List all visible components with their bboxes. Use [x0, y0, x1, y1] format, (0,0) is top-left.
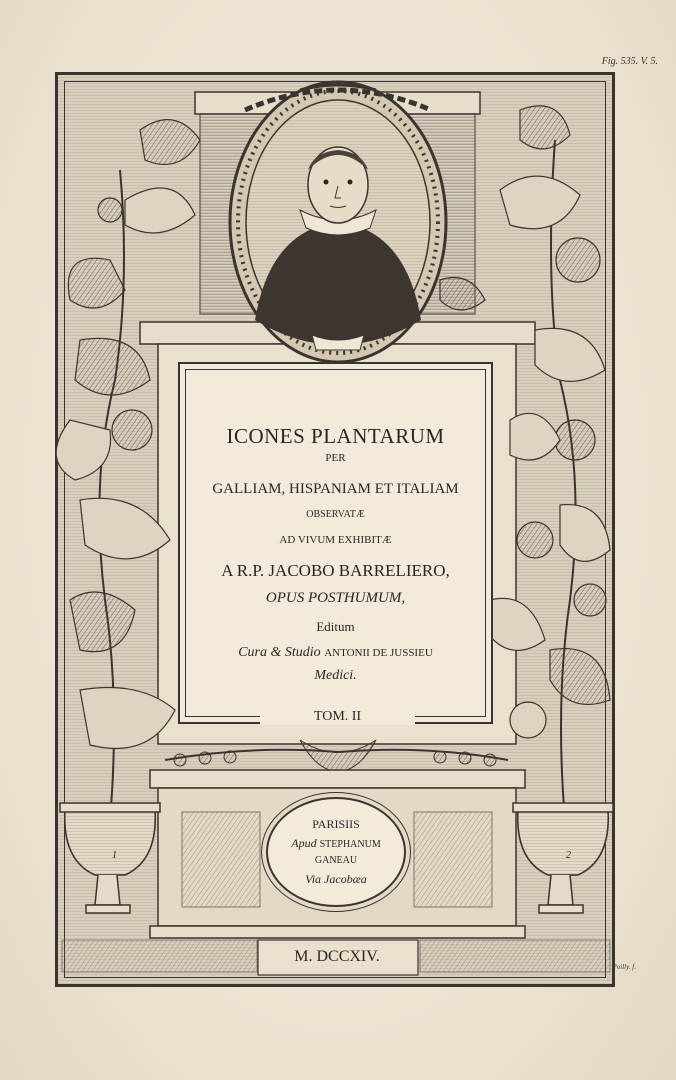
portrait-medallion	[230, 82, 446, 362]
opus-posthumum: OPUS POSTHUMUM,	[265, 590, 406, 606]
medici: Medici.	[314, 668, 357, 683]
author-line: A R.P. JACOBO BARRELIERO,	[221, 561, 450, 580]
title-regions: GALLIAM, HISPANIAM ET ITALIAM	[212, 481, 459, 497]
engraver-signature: Poilly. f.	[612, 963, 636, 971]
vase-number-left: 1	[112, 850, 117, 861]
left-vase	[60, 803, 160, 913]
editor-name: ANTONII DE JUSSIEU	[324, 647, 433, 659]
imprint-printer-surname: GANEAU	[314, 855, 358, 866]
title-per: PER	[325, 452, 346, 464]
imprint-printer: STEPHANUM	[319, 839, 381, 850]
figure-reference: Fig. 535. V. 5.	[601, 56, 658, 67]
editum: Editum	[316, 619, 355, 634]
publication-date: M. DCCXIV.	[294, 948, 380, 965]
title-observatae: OBSERVATÆ	[306, 509, 365, 520]
garland-ornament	[165, 740, 508, 772]
imprint-medallion	[266, 797, 406, 907]
title-exhibitae: AD VIVUM EXHIBITÆ	[279, 534, 392, 546]
book-title: ICONES PLANTARUM	[226, 424, 445, 448]
imprint-apud: Apud	[291, 836, 317, 850]
volume-label: TOM. II	[260, 709, 415, 725]
imprint-city: PARISIIS	[312, 817, 360, 831]
title-cartouche	[178, 362, 493, 724]
editor-cura: Cura & Studio	[238, 645, 321, 660]
editor-line	[180, 645, 491, 661]
vase-number-right: 2	[566, 850, 571, 861]
imprint-apud-line	[268, 836, 404, 851]
imprint-street: Via Jacobæa	[305, 872, 367, 886]
right-vase	[513, 803, 613, 913]
